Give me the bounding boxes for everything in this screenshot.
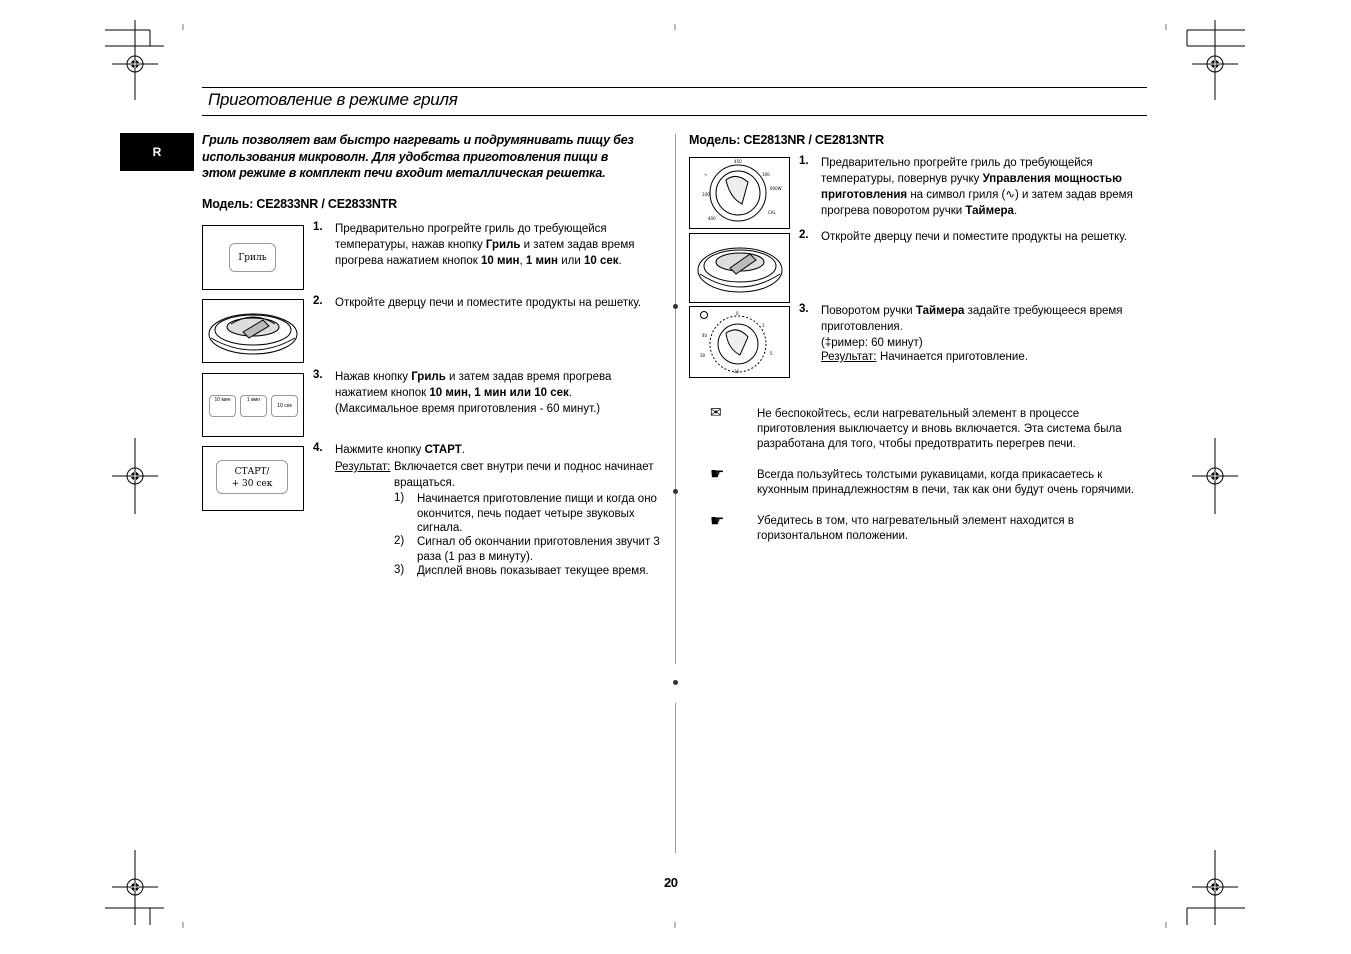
left-step-2-text: Откройте дверцу печи и поместите продукты на решетку.	[335, 297, 642, 309]
note-1-text: Не беспокойтесь, если нагревательный элемент в процессе приготовления выключаетсу и вновь включается. Эта система была разработана для того, чтобы предотвратить перегрев печи.	[757, 408, 1122, 450]
right-step-3-example: (‡ример: 60 минут)	[821, 337, 923, 349]
timer-dial-illustration	[690, 307, 789, 377]
right-step-1-text: Предварительно прогрейте гриль до требующейся температуры, повернув ручку Управления мощностью приготовления на символ гриля (∿) и затем задав время прогрева поворотом ручки Таймера.	[821, 157, 1133, 217]
language-tab	[120, 133, 194, 171]
svg-text:∿: ∿	[704, 172, 708, 177]
left-result-text: Включается свет внутри печи и поднос начинает вращаться.	[394, 461, 654, 489]
left-step-3-text: Нажав кнопку Гриль и затем задав время прогрева нажатием кнопок 10 мин, 1 мин или 10 сек. (Максимальное время приготовления - 60 минут.)	[335, 371, 612, 415]
start-button-image	[202, 446, 304, 511]
left-subitem-2-text: Сигнал об окончании приготовления звучит 3 раза (1 раз в минуту).	[417, 536, 660, 563]
timer-dial-image	[689, 306, 790, 378]
title-underline	[202, 115, 1147, 116]
left-subitem-2-number: 2)	[394, 535, 405, 547]
svg-text:40: 40	[702, 333, 708, 338]
svg-text:600W: 600W	[770, 186, 782, 191]
svg-text:5: 5	[770, 351, 773, 356]
left-step-3-number: 3.	[313, 369, 323, 381]
note-2-text: Всегда пользуйтесь толстыми рукавицами, когда прикасаетесь к кухонным принадлежностям в печи, так как они будут очень горячими.	[757, 469, 1135, 496]
grill-symbol-icon: ∿	[1005, 189, 1015, 201]
note-3-text: Убедитесь в том, что нагревательный элемент находится в горизонтальном положении.	[757, 515, 1074, 542]
divider-dot	[673, 304, 678, 309]
right-step-3-text: Поворотом ручки Таймера задайте требующееся время приготовления.	[821, 305, 1123, 333]
intro-text: Гриль позволяет вам быстро нагревать и подрумянивать пищу без использования микроволн. Для удобства приготовления пищи в этом режиме в комплект печи входит металлическая решетка.	[202, 133, 634, 180]
ten-min-button: 10 мин	[209, 395, 236, 417]
start-button-illustration	[216, 460, 288, 494]
power-dial-illustration	[690, 158, 789, 228]
divider-dot	[673, 489, 678, 494]
left-step-2-number: 2.	[313, 295, 323, 307]
svg-text:100: 100	[702, 192, 710, 197]
right-result-label: Результат:	[821, 351, 877, 363]
pointing-hand-icon: ☛	[710, 513, 725, 530]
svg-text:0: 0	[736, 311, 739, 316]
right-step-2-number: 2.	[799, 229, 809, 241]
right-step-1-number: 1.	[799, 155, 809, 167]
note-icon: ✉	[710, 404, 722, 420]
power-dial-image	[689, 157, 790, 229]
turntable-image	[202, 299, 304, 363]
page-title: Приготовление в режиме гриля	[208, 90, 458, 109]
start-label: СТАРТ/	[234, 467, 270, 477]
right-model-heading: Модель: CE2813NR / CE2813NTR	[689, 133, 884, 147]
svg-text:20: 20	[734, 369, 740, 374]
svg-text:100: 100	[762, 172, 770, 177]
language-tab-label: R	[152, 145, 162, 159]
right-result-text: Начинается приготовление.	[880, 351, 1028, 363]
grill-button-label: Гриль	[238, 252, 267, 263]
pointing-hand-icon: ☛	[710, 466, 725, 483]
left-step-1-text: Предварительно прогрейте гриль до требующейся температуры, нажав кнопку Гриль и затем задав время прогрева нажатием кнопок 10 мин, 1 мин или 10 сек.	[335, 223, 635, 267]
right-step-2-text: Откройте дверцу печи и поместите продукты на решетку.	[821, 231, 1128, 243]
svg-text:30: 30	[700, 353, 706, 358]
column-divider-lower	[675, 703, 676, 853]
right-turntable-image	[689, 233, 790, 303]
svg-text:400: 400	[708, 216, 716, 221]
grill-button-illustration	[229, 243, 276, 272]
divider-dot	[673, 680, 678, 685]
left-step-4-text: Нажмите кнопку СТАРТ.	[335, 444, 465, 456]
time-buttons-image	[202, 373, 304, 437]
left-step-1-number: 1.	[313, 221, 323, 233]
svg-text:CAL: CAL	[768, 210, 776, 215]
column-divider	[675, 134, 676, 664]
left-model-heading: Модель: CE2833NR / CE2833NTR	[202, 197, 397, 211]
one-min-button: 1 мин	[240, 395, 267, 417]
left-subitem-3-text: Дисплей вновь показывает текущее время.	[417, 565, 649, 577]
left-result-label: Результат:	[335, 461, 391, 473]
plus-30-label: + 30 сек	[231, 479, 273, 489]
right-step-3-number: 3.	[799, 303, 809, 315]
svg-text:1: 1	[762, 323, 765, 328]
svg-text:450: 450	[734, 159, 742, 164]
left-subitem-1-number: 1)	[394, 492, 405, 504]
title-rule	[202, 87, 1147, 88]
left-subitem-3-number: 3)	[394, 564, 405, 576]
left-subitem-1-text: Начинается приготовление пищи и когда оно окончится, печь подает четыре звуковых сигнала.	[417, 493, 657, 534]
turntable-illustration	[203, 300, 303, 362]
right-turntable-illustration	[690, 234, 789, 302]
left-step-4-number: 4.	[313, 442, 323, 454]
ten-sec-button: 10 сек	[271, 395, 298, 417]
grill-button-image	[202, 225, 304, 290]
page-number: 20	[664, 875, 678, 890]
